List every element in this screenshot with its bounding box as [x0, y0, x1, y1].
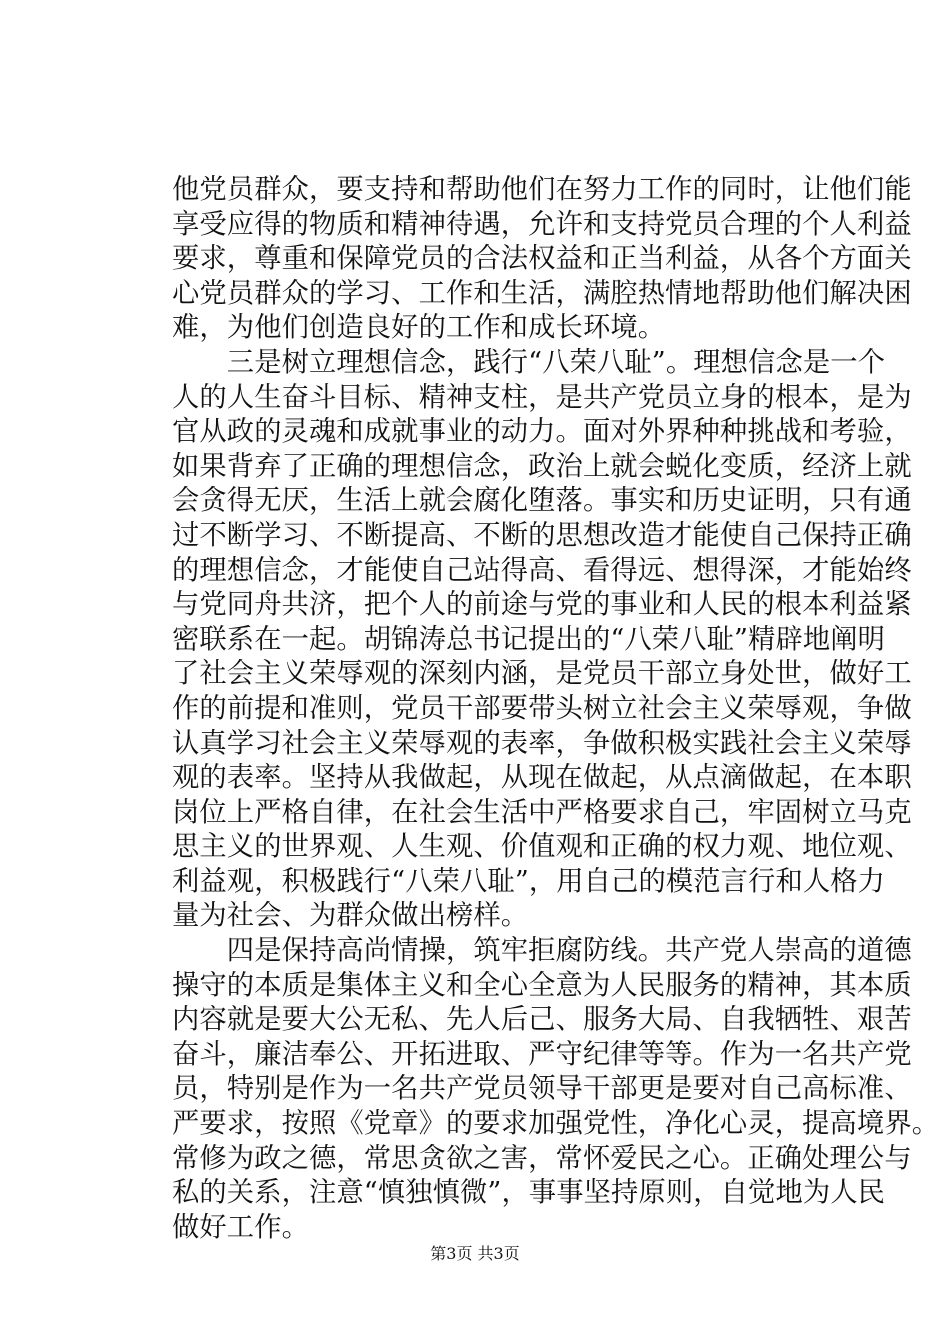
- text-line: 享受应得的物质和精神待遇，允许和支持党员合理的个人利益: [172, 208, 912, 240]
- text-line: 作的前提和准则，党员干部要带头树立社会主义荣辱观，争做: [172, 692, 912, 724]
- text-line: 员，特别是作为一名共产党员领导干部更是要对自己高标准、: [172, 1073, 912, 1105]
- text-line: 过不断学习、不断提高、不断的思想改造才能使自己保持正确: [172, 519, 912, 551]
- text-line: 他党员群众，要支持和帮助他们在努力工作的同时，让他们能: [172, 174, 912, 205]
- text-line: 四是保持高尚情操，筑牢拒腐防线。共产党人崇高的道德: [172, 935, 912, 967]
- text-line: 如果背弃了正确的理想信念，政治上就会蜕化变质，经济上就: [172, 450, 912, 482]
- text-line: 做好工作。: [172, 1211, 309, 1243]
- text-line: 利益观，积极践行“八荣八耻”，用自己的模范言行和人格力: [172, 865, 886, 897]
- text-line: 内容就是要大公无私、先人后己、服务大局、自我牺牲、艰苦: [172, 1004, 912, 1036]
- text-line: 与党同舟共济，把个人的前途与党的事业和人民的根本利益紧: [172, 589, 912, 621]
- text-line: 思主义的世界观、人生观、价值观和正确的权力观、地位观、: [172, 831, 912, 863]
- text-line: 岗位上严格自律，在社会生活中严格要求自己，牢固树立马克: [172, 796, 912, 828]
- text-line: 心党员群众的学习、工作和生活，满腔热情地帮助他们解决困: [172, 277, 912, 309]
- text-line: 人的人生奋斗目标、精神支柱，是共产党员立身的根本，是为: [172, 381, 912, 413]
- text-line: 操守的本质是集体主义和全心全意为人民服务的精神，其本质: [172, 969, 912, 1001]
- text-line: 要求，尊重和保障党员的合法权益和正当利益，从各个方面关: [172, 243, 912, 275]
- page-number-label: 第3页 共3页: [430, 1244, 520, 1263]
- document-body: [172, 173, 940, 1245]
- text-line: 了社会主义荣辱观的深刻内涵，是党员干部立身处世，做好工: [172, 658, 912, 690]
- text-line: 密联系在一起。胡锦涛总书记提出的“八荣八耻”精辟地阐明: [172, 623, 886, 655]
- page-footer: [0, 1243, 950, 1265]
- text-line: 量为社会、为群众做出榜样。: [172, 900, 529, 932]
- text-line: 严要求，按照《党章》的要求加强党性，净化心灵，提高境界。: [172, 1108, 940, 1140]
- text-line: 观的表率。坚持从我做起，从现在做起，从点滴做起，在本职: [172, 762, 912, 794]
- text-line: 常修为政之德，常思贪欲之害，常怀爱民之心。正确处理公与: [172, 1142, 912, 1174]
- text-line: 三是树立理想信念，践行“八荣八耻”。理想信念是一个: [172, 346, 886, 378]
- text-line: 官从政的灵魂和成就事业的动力。面对外界种种挑战和考验，: [172, 416, 912, 448]
- text-line: 认真学习社会主义荣辱观的表率，争做积极实践社会主义荣辱: [172, 727, 912, 759]
- text-line: 私的关系，注意“慎独慎微”，事事坚持原则，自觉地为人民: [172, 1177, 886, 1209]
- text-line: 奋斗，廉洁奉公、开拓进取、严守纪律等等。作为一名共产党: [172, 1038, 912, 1070]
- text-line: 难，为他们创造良好的工作和成长环境。: [172, 312, 666, 344]
- text-line: 的理想信念，才能使自己站得高、看得远、想得深，才能始终: [172, 554, 912, 586]
- text-line: 会贪得无厌，生活上就会腐化堕落。事实和历史证明，只有通: [172, 485, 912, 517]
